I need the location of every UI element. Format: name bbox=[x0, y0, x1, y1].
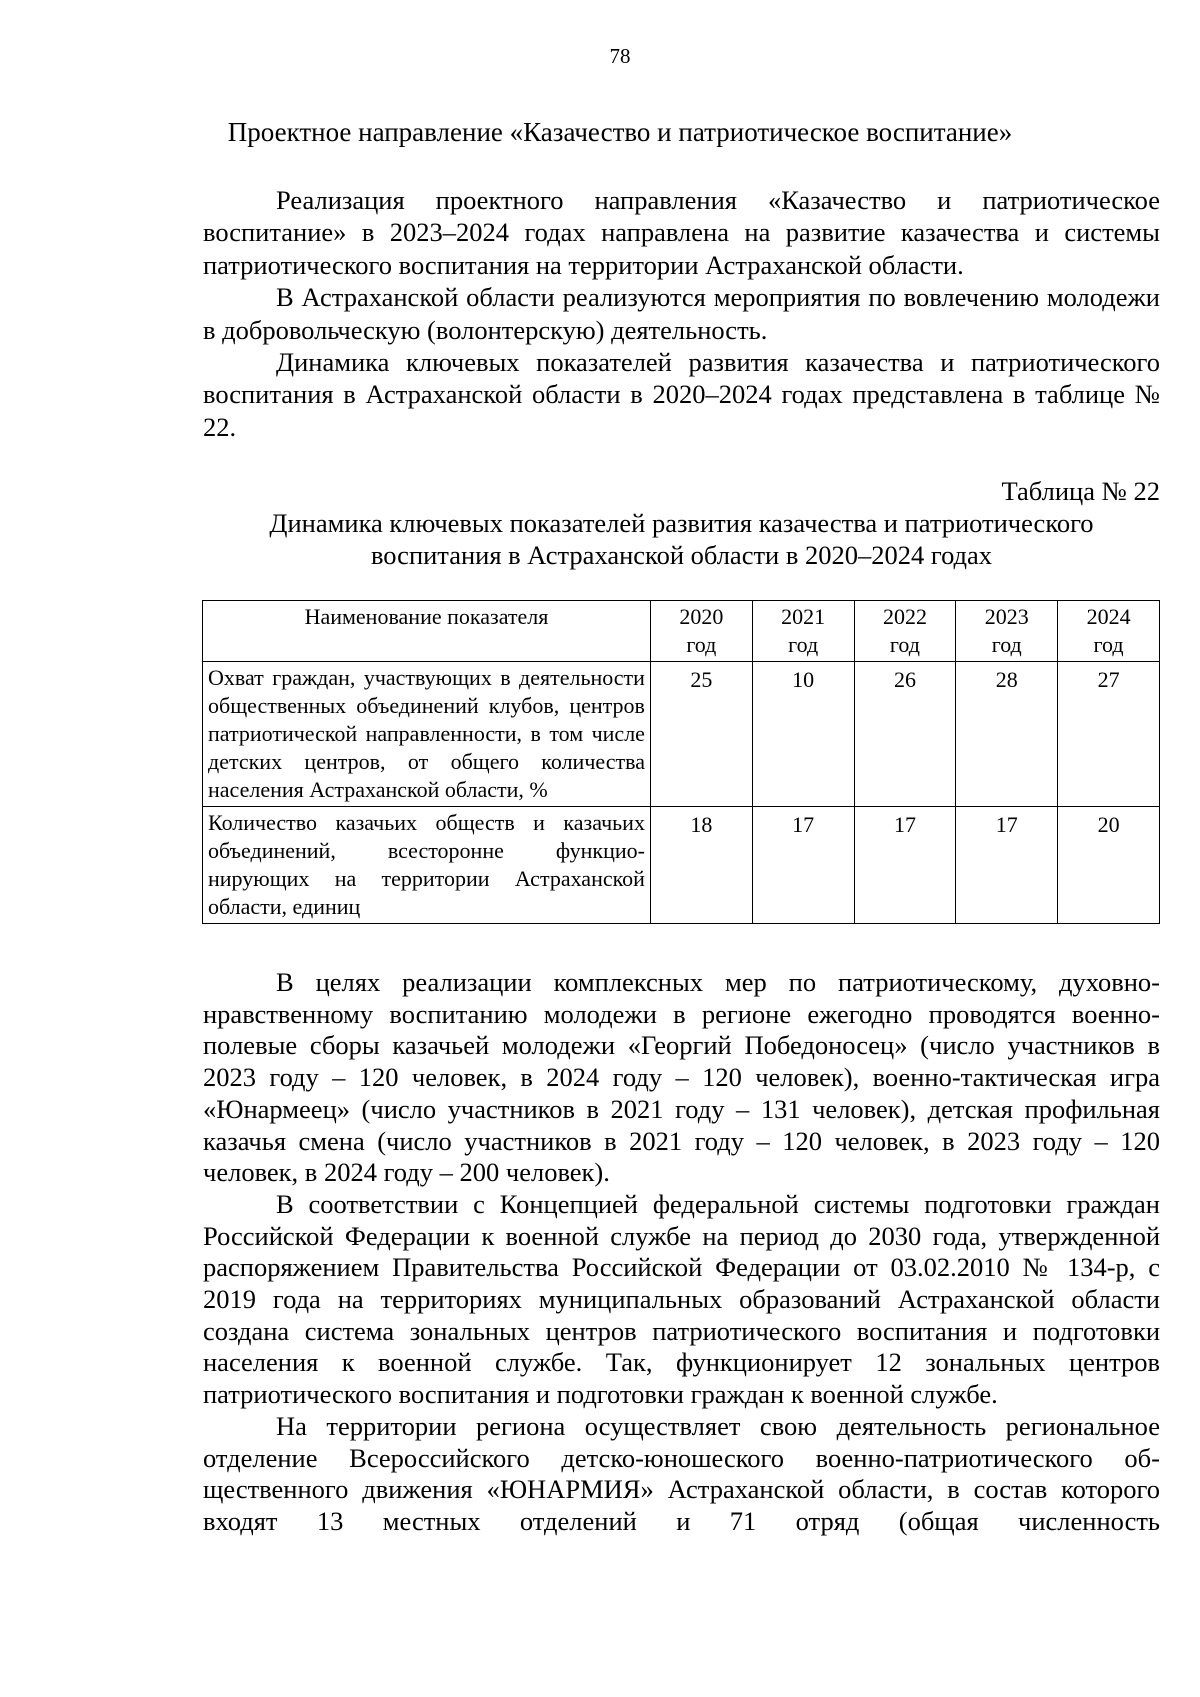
header-year-unit: год bbox=[686, 632, 717, 657]
table-caption bbox=[203, 507, 1160, 572]
value-cell: 17 bbox=[956, 807, 1058, 924]
body-paragraph: В целях реализации комплексных мер по патриотическому, духовно-нравственному воспитанию молодежи в регионе ежегодно проводятся военно-полевые сборы казачьей молодежи «Георгий Победоносец» (число участников в 2023 году – 120 человек, в 2024 году – 120 человек), военно-тактическая игра «Юнармеец» (число участников в 2021 году – 131 человек), детская профильная казачья смена (число участников в 2021 году – 120 человек, в 2023 году – 120 человек, в 2024 году – 200 человек). bbox=[203, 967, 1160, 1188]
value-cell: 26 bbox=[854, 662, 956, 807]
header-year: 2024 bbox=[1086, 604, 1131, 629]
header-year-unit: год bbox=[889, 632, 920, 657]
header-year: 2023 bbox=[984, 604, 1029, 629]
header-year: 2021 bbox=[781, 604, 826, 629]
table-header-row bbox=[203, 601, 1160, 662]
intro-text bbox=[203, 184, 1160, 443]
value-cell: 17 bbox=[854, 807, 956, 924]
header-year-unit: год bbox=[788, 632, 819, 657]
value-cell: 17 bbox=[752, 807, 854, 924]
page-number: 78 bbox=[609, 44, 631, 68]
header-indicator-name: Наименование показателя bbox=[203, 601, 651, 662]
body-paragraph: В соответствии с Концепцией федеральной системы подготовки граждан Российской Федерации к военной службе на период до 2030 года, утвержденной распоряжением Правительства Российской Федерации от 03.02.2010 № 134-р, с 2019 года на территориях муниципальных образований Астраханской области создана система зональных центров патриотического воспитания и подготовки населения к военной службе. Так, функционирует 12 зональных центров патриотического воспитания и подготовки граждан к военной службе. bbox=[203, 1188, 1160, 1410]
header-year-2023 bbox=[956, 601, 1058, 662]
value-cell: 10 bbox=[752, 662, 854, 807]
indicators-table bbox=[202, 600, 1160, 924]
value-cell: 18 bbox=[650, 807, 752, 924]
table-row bbox=[203, 662, 1160, 807]
indicator-name: Охват граждан, участвующих в деятельности общественных объединений клубов, центров патриотической направленности, в том числе детских центров, от общего количества населения Астраханской области, % bbox=[203, 662, 651, 807]
body-paragraph: На территории региона осуществляет свою деятельность региональное отделение Всероссийского детско-юношеского военно-патриотического общественного движения «ЮНАРМИЯ» Астраханской области, в состав которого входят 13 местных отделений и 71 отряд (общая численность bbox=[203, 1410, 1160, 1536]
header-year-2024 bbox=[1058, 601, 1160, 662]
value-cell: 27 bbox=[1058, 662, 1160, 807]
table-row bbox=[203, 807, 1160, 924]
header-year-unit: год bbox=[991, 632, 1022, 657]
header-year: 2020 bbox=[679, 604, 724, 629]
table-caption-line: Динамика ключевых показателей развития казачества и патриотического bbox=[269, 508, 1094, 538]
body-text bbox=[203, 967, 1160, 1538]
header-year: 2022 bbox=[882, 604, 927, 629]
value-cell: 25 bbox=[650, 662, 752, 807]
value-cell: 28 bbox=[956, 662, 1058, 807]
indicator-name: Количество казачьих обществ и казачьих объединений, всесторонне функционирующих на территории Астраханской области, единиц bbox=[203, 807, 651, 924]
intro-paragraph: В Астраханской области реализуются мероприятия по вовлечению молодежи в добровольческую (волонтерскую) деятельность. bbox=[203, 282, 1160, 345]
table-label: Таблица № 22 bbox=[1001, 476, 1160, 506]
table-caption-line: воспитания в Астраханской области в 2020–2024 годах bbox=[370, 540, 993, 571]
section-title: Проектное направление «Казачество и патриотическое воспитание» bbox=[227, 117, 1013, 147]
value-cell: 20 bbox=[1058, 807, 1160, 924]
header-year-2021 bbox=[752, 601, 854, 662]
header-year-unit: год bbox=[1093, 632, 1124, 657]
header-year-2020 bbox=[650, 601, 752, 662]
intro-paragraph: Реализация проектного направления «Казачество и патриотическое воспитание» в 2023–2024 годах направлена на развитие казачества и системы патриотического воспитания на территории Астраханской области. bbox=[203, 185, 1160, 280]
intro-paragraph: Динамика ключевых показателей развития казачества и патриотического воспитания в Астраханской области в 2020–2024 годах представлена в таблице № 22. bbox=[203, 347, 1160, 442]
header-year-2022 bbox=[854, 601, 956, 662]
